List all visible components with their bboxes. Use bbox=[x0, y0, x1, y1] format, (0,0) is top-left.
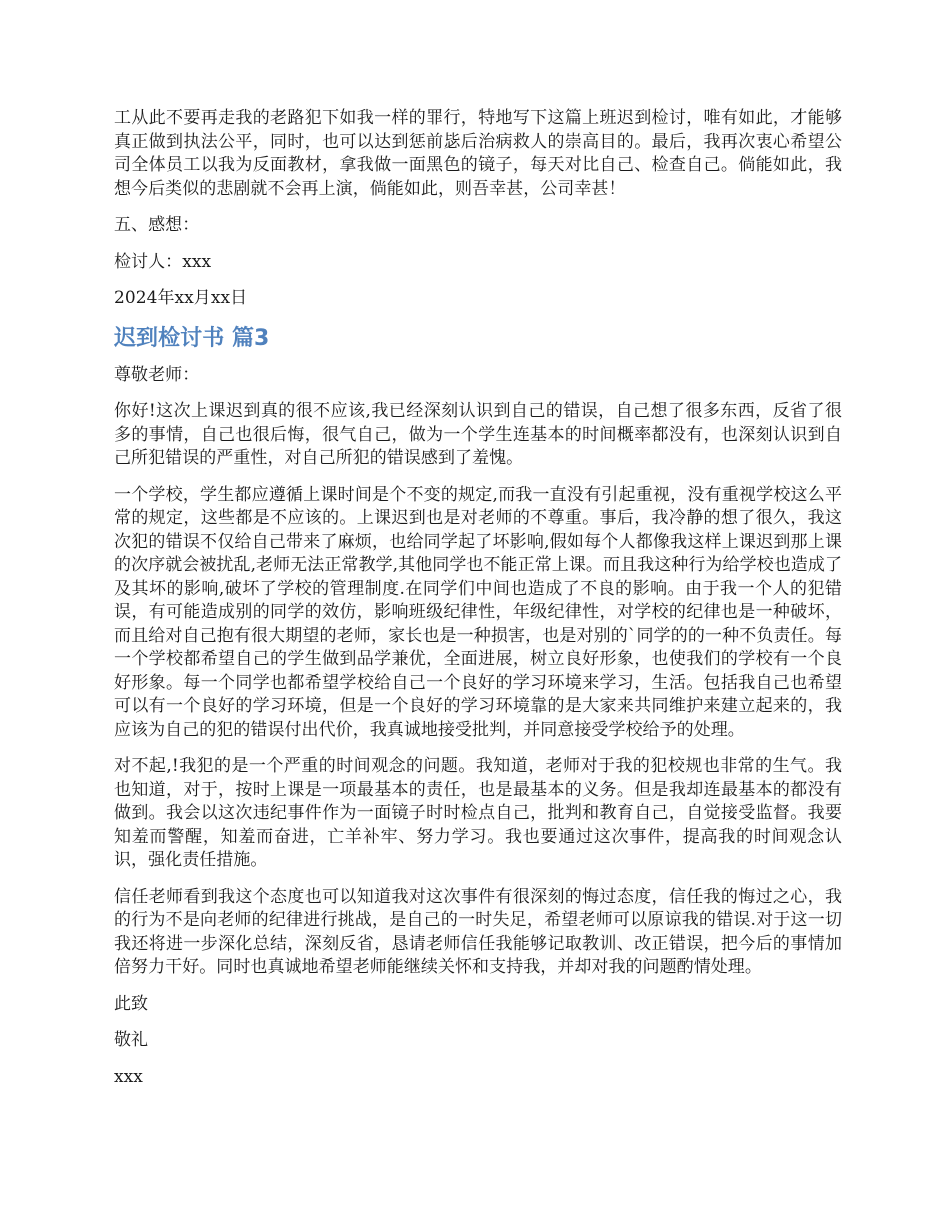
closing-line-1: 此致 bbox=[114, 993, 149, 1014]
previous-paragraph: 工从此不要再走我的老路犯下如我一样的罪行，特地写下这篇上班迟到检讨，唯有如此，才能够真正做到执法公平，同时，也可以达到惩前毖后治病救人的崇高目的。最后，我再次衷心希望公司全体员工以我为反面教材，拿我做一面黑色的镜子，每天对比自己、检查自己。倘能如此，我想今后类似的悲剧就不会再上演，倘能如此，则吾幸甚，公司幸甚！ bbox=[114, 108, 842, 199]
body-paragraph-1: 你好!这次上课迟到真的很不应该,我已经深刻认识到自己的错误，自己想了很多东西，反省了很多的事情，自己也很后悔，很气自己，做为一个学生连基本的时间概率都没有，也深刻认识到自己所犯错误的严重性，对自己所犯的错误感到了羞愧。 bbox=[114, 401, 842, 468]
signature: xxx bbox=[114, 1066, 143, 1087]
closing-line-2: 敬礼 bbox=[114, 1030, 149, 1050]
body-paragraph-4: 信任老师看到我这个态度也可以知道我对这次事件有很深刻的悔过态度，信任我的悔过之心，我的行为不是向老师的纪律进行挑战，是自己的一时失足，希望老师可以原谅我的错误.对于这一切我还将进一步深化总结，深刻反省，恳请老师信任我能够记取教训、改正错误，把今后的事情加倍努力干好。同时也真诚地希望老师能继续关怀和支持我，并却对我的问题酌情处理。 bbox=[114, 886, 842, 977]
reviewer-line: 检讨人：xxx bbox=[114, 251, 212, 272]
body-paragraph-2: 一个学校，学生都应遵循上课时间是个不变的规定,而我一直没有引起重视，没有重视学校这么平常的规定，这些都是不应该的。上课迟到也是对老师的不尊重。事后，我冷静的想了很久，我这次犯的错误不仅给自己带来了麻烦，也给同学起了坏影响,假如每个人都像我这样上课迟到那上课的次序就会被扰乱,老师无法正常教学,其他同学也不能正常上课。而且我这种行为给学校也造成了及其坏的影响,破坏了学校的管理制度.在同学们中间也造成了不良的影响。由于我一个人的犯错误，有可能造成别的同学的效仿，影响班级纪律性，年级纪律性，对学校的纪律也是一种破坏，而且给对自己抱有很大期望的老师，家长也是一种损害，也是对别的`同学的的一种不负责任。每一个学校都希望自己的学生做到品学兼优，全面进展，树立良好形象，也使我们的学校有一个良好形象。每一个同学也都希望学校给自己一个良好的学习环境来学习，生活。包括我自己也希望可以有一个良好的学习环境，但是一个良好的学习环境靠的是大家来共同维护来建立起来的，我应该为自己的犯的错误付出代价，我真诚地接受批判，并同意接受学校给予的处理。 bbox=[114, 484, 842, 740]
salutation: 尊敬老师： bbox=[114, 364, 200, 385]
document-page bbox=[114, 107, 842, 1102]
section-title: 迟到检讨书 篇3 bbox=[114, 325, 270, 351]
date-line: 2024年xx月xx日 bbox=[114, 288, 248, 308]
section-five-heading: 五、感想： bbox=[114, 215, 200, 235]
body-paragraph-3: 对不起,!我犯的是一个严重的时间观念的问题。我知道，老师对于我的犯校规也非常的生气。我也知道，对于，按时上课是一项最基本的责任，也是最基本的义务。但是我却连最基本的都没有做到。我会以这次违纪事件作为一面镜子时时检点自己，批判和教育自己，自觉接受监督。我要知羞而警醒，知羞而奋进，亡羊补牢、努力学习。我也要通过这次事件，提高我的时间观念认识，强化责任措施。 bbox=[114, 756, 842, 870]
